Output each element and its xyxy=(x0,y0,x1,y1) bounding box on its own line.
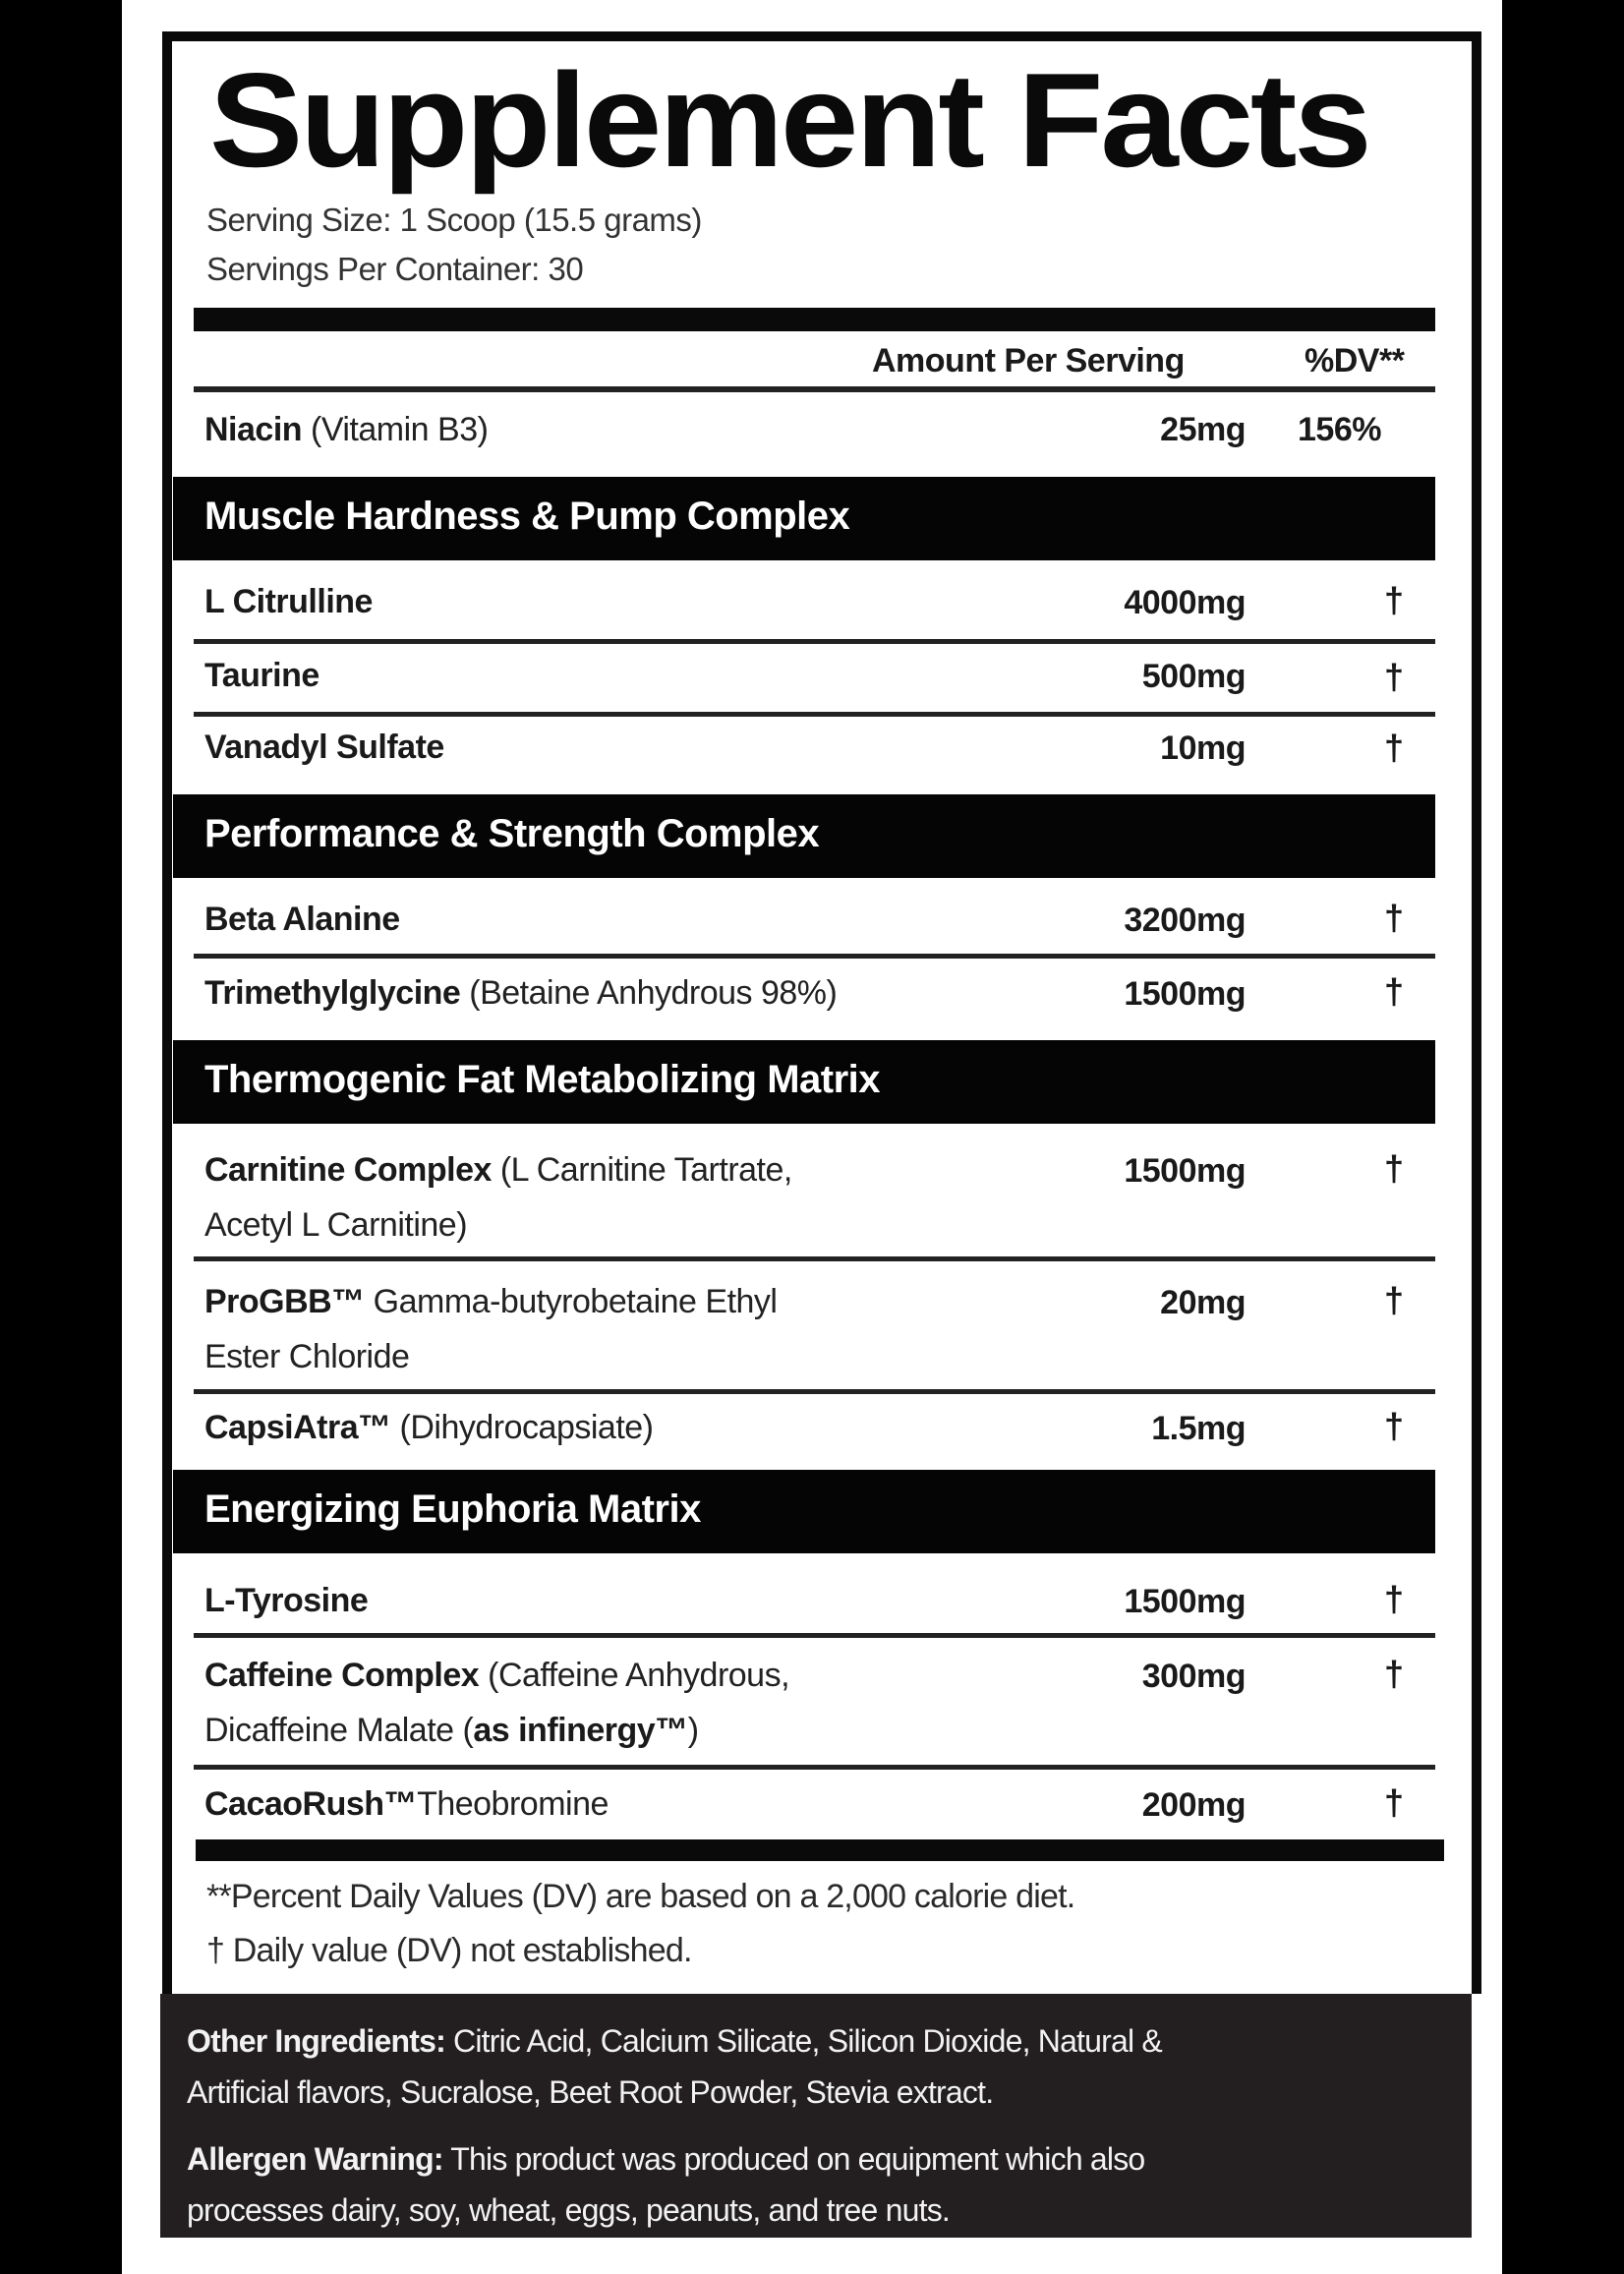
ingredient-name: Vanadyl Sulfate xyxy=(204,729,444,766)
dagger-icon: † xyxy=(1383,657,1405,697)
ingredient-amount: 1500mg xyxy=(1124,1583,1246,1620)
ingredient-amount: 3200mg xyxy=(1124,902,1246,939)
row-divider xyxy=(194,954,1435,959)
row-divider xyxy=(194,712,1435,717)
dagger-icon: † xyxy=(1383,1654,1405,1694)
dagger-icon: † xyxy=(1383,898,1405,938)
ingredient-name: ProGBB™ Gamma-butyrobetaine Ethyl Ester Chloride xyxy=(204,1283,778,1375)
row-divider xyxy=(194,639,1435,644)
dagger-icon: † xyxy=(1383,1280,1405,1320)
section-header-bar xyxy=(173,1470,1435,1553)
dagger-icon: † xyxy=(1383,971,1405,1012)
ingredient-name: CacaoRush™Theobromine xyxy=(204,1785,609,1823)
dagger-icon: † xyxy=(1383,1782,1405,1823)
panel-title: Supplement Facts xyxy=(209,45,1369,195)
row-divider xyxy=(194,1633,1435,1638)
section-header-bar xyxy=(173,794,1435,878)
footnote-dv-basis: **Percent Daily Values (DV) are based on a 2,000 calorie diet. xyxy=(206,1878,1075,1915)
footnote-dv-not-established: † Daily value (DV) not established. xyxy=(206,1932,692,1969)
ingredient-dv: 156% xyxy=(1298,411,1381,448)
ingredient-amount: 300mg xyxy=(1141,1658,1246,1695)
ingredient-amount: 1500mg xyxy=(1124,1152,1246,1190)
ingredient-amount: 4000mg xyxy=(1124,584,1246,621)
ingredient-name: L Citrulline xyxy=(204,583,373,620)
ingredient-amount: 20mg xyxy=(1160,1284,1246,1321)
section-header-bar xyxy=(173,477,1435,560)
thick-divider-top xyxy=(194,308,1435,331)
dagger-icon: † xyxy=(1383,728,1405,768)
ingredient-amount: 500mg xyxy=(1141,658,1246,695)
dagger-icon: † xyxy=(1383,1579,1405,1619)
row-divider xyxy=(194,1389,1435,1394)
section-title: Thermogenic Fat Metabolizing Matrix xyxy=(204,1058,881,1101)
ingredient-amount: 1500mg xyxy=(1124,975,1246,1013)
section-title: Muscle Hardness & Pump Complex xyxy=(204,495,850,538)
column-header-dv: %DV** xyxy=(1305,342,1405,379)
header-divider xyxy=(194,386,1435,392)
ingredient-amount: 10mg xyxy=(1160,729,1246,767)
column-header-amount: Amount Per Serving xyxy=(872,342,1185,379)
serving-size: Serving Size: 1 Scoop (15.5 grams) xyxy=(206,202,702,238)
dagger-icon: † xyxy=(1383,1406,1405,1446)
allergen-warning: Allergen Warning: This product was produced on equipment which also processes dairy, soy, wheat, eggs, peanuts, and tree nuts. xyxy=(187,2141,1145,2228)
servings-per-container: Servings Per Container: 30 xyxy=(206,251,584,287)
ingredient-name: Taurine xyxy=(204,657,319,694)
ingredient-name: Carnitine Complex (L Carnitine Tartrate, Acetyl L Carnitine) xyxy=(204,1151,792,1244)
row-divider xyxy=(194,1765,1435,1770)
dagger-icon: † xyxy=(1383,1148,1405,1189)
ingredient-name: Caffeine Complex (Caffeine Anhydrous, Dicaffeine Malate (as infinergy™) xyxy=(204,1657,790,1749)
other-ingredients-panel xyxy=(160,1994,1472,2238)
ingredient-name: Beta Alanine xyxy=(204,901,400,938)
ingredient-name: Niacin (Vitamin B3) xyxy=(204,411,489,448)
ingredient-name: CapsiAtra™ (Dihydrocapsiate) xyxy=(204,1409,654,1446)
section-title: Performance & Strength Complex xyxy=(204,812,820,855)
ingredient-amount: 200mg xyxy=(1141,1786,1246,1824)
section-header-bar xyxy=(173,1040,1435,1124)
dagger-icon: † xyxy=(1383,580,1405,620)
ingredient-name: L-Tyrosine xyxy=(204,1582,369,1619)
row-divider xyxy=(194,1256,1435,1261)
ingredient-amount: 25mg xyxy=(1160,411,1246,448)
other-ingredients: Other Ingredients: Citric Acid, Calcium Silicate, Silicon Dioxide, Natural & Artificial flavors, Sucralose, Beet Root Powder, Stevia extract. xyxy=(187,2023,1162,2110)
ingredient-name: Trimethylglycine (Betaine Anhydrous 98%) xyxy=(204,974,838,1012)
ingredient-amount: 1.5mg xyxy=(1151,1410,1246,1447)
thick-divider-bottom xyxy=(196,1839,1444,1861)
section-title: Energizing Euphoria Matrix xyxy=(204,1487,701,1531)
